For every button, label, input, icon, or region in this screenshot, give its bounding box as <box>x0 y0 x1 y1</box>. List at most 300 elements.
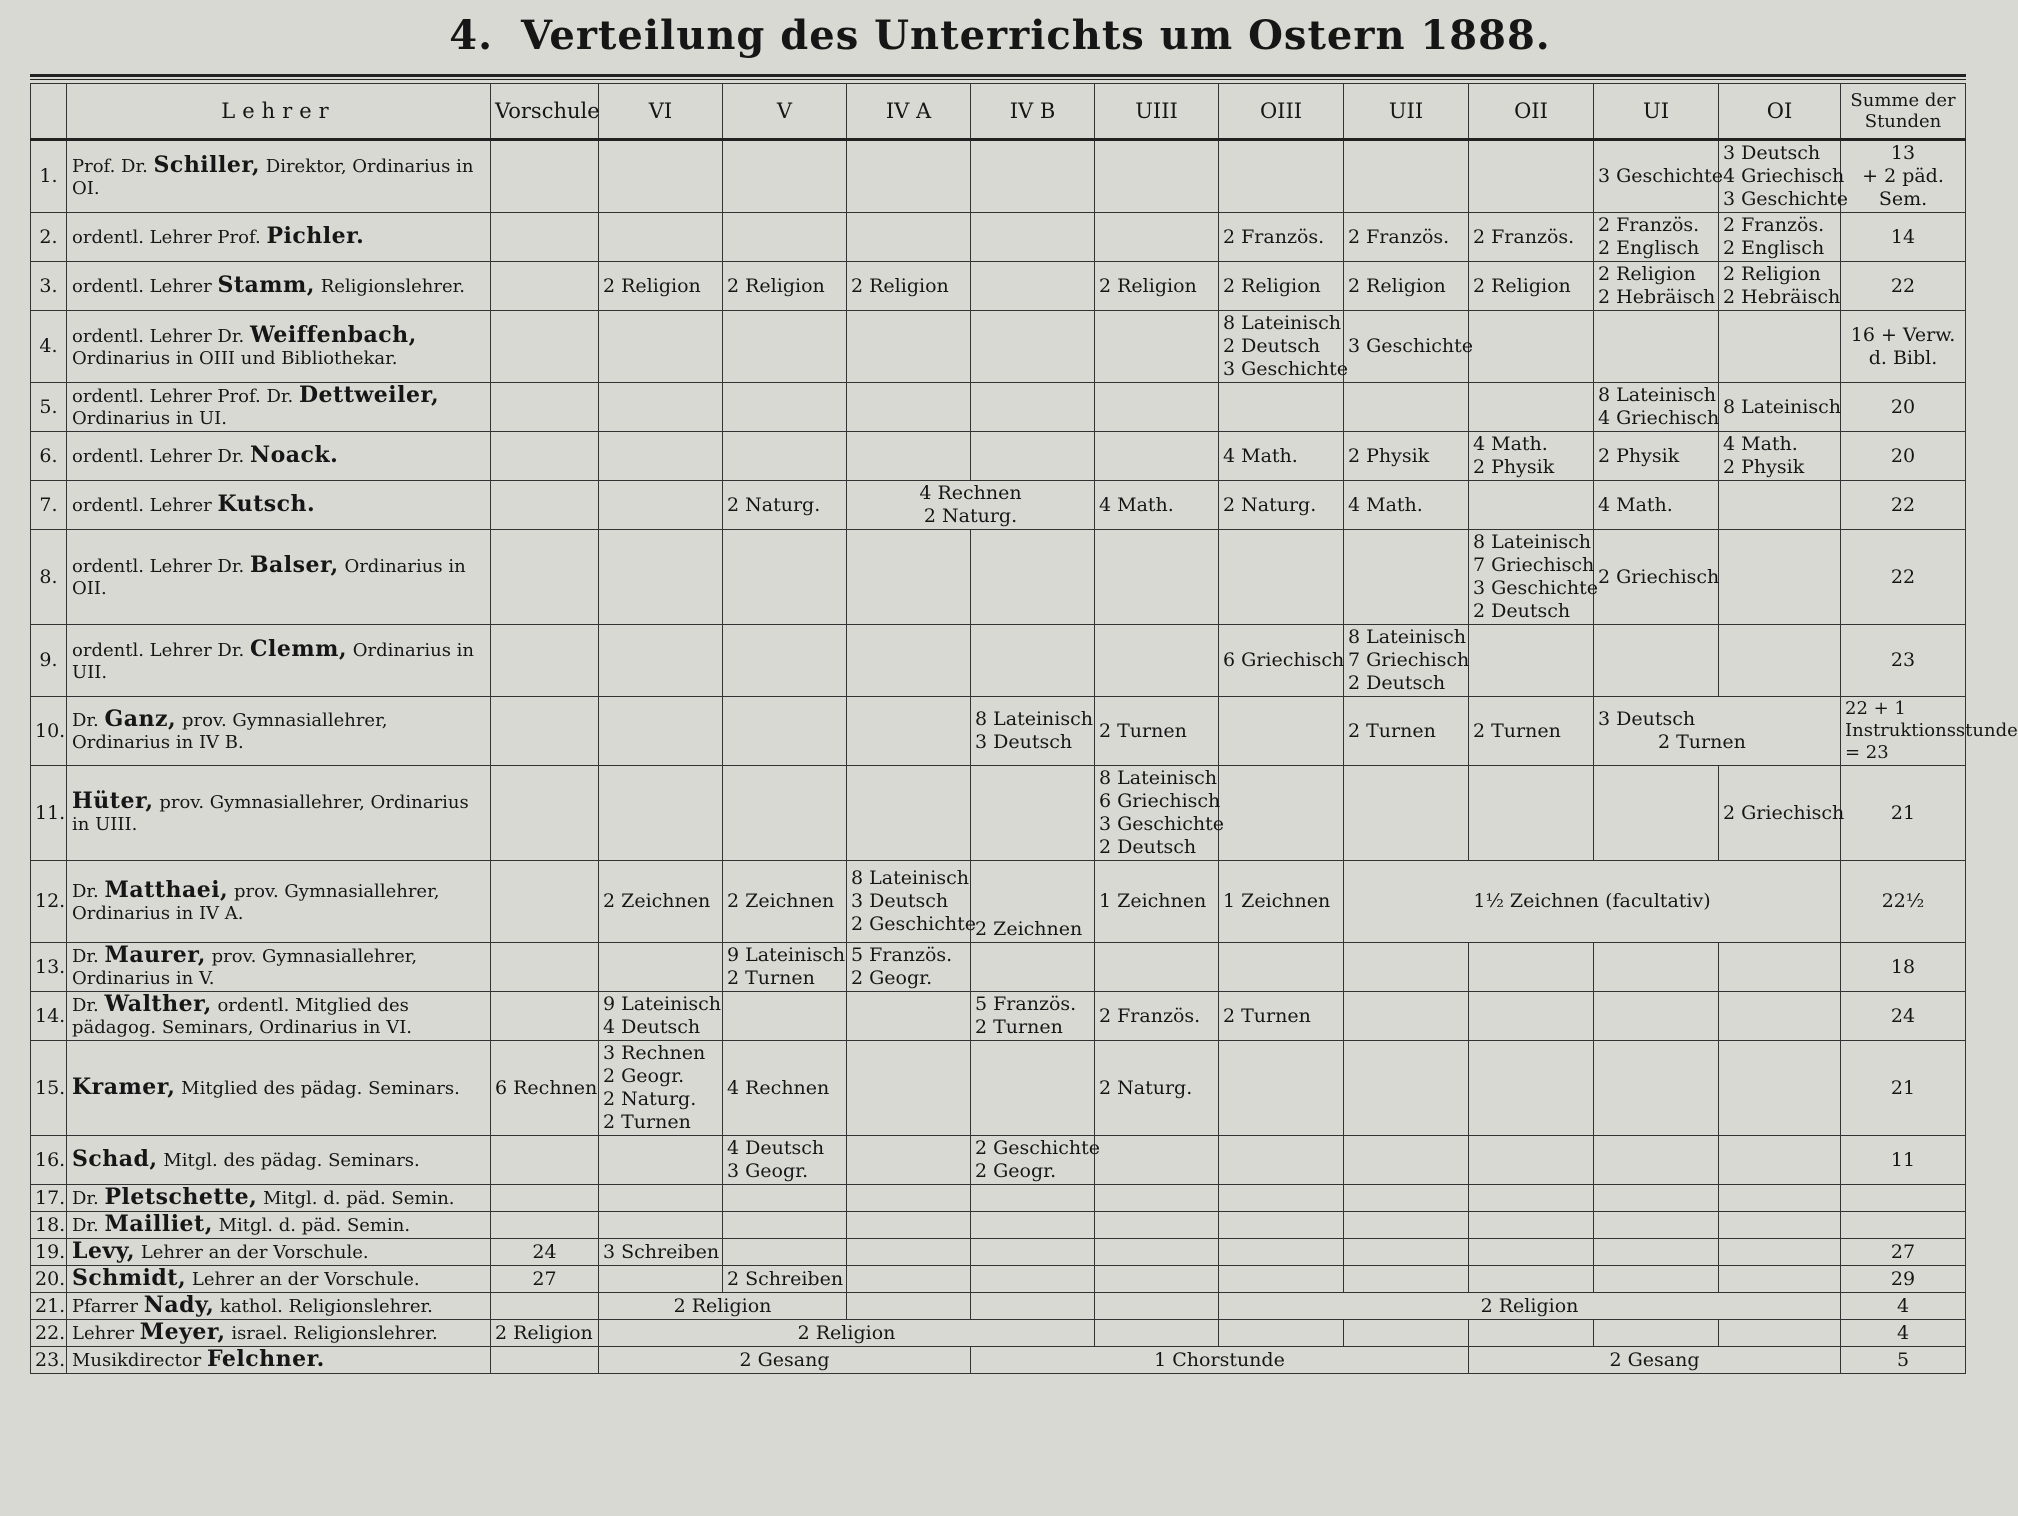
cell-oii <box>1469 432 1594 481</box>
teacher-role: prov. Gymnasiallehrer, Ordinarius in IV B. <box>72 710 388 753</box>
cell-oii <box>1469 530 1599 625</box>
cell-oii <box>1469 697 1594 766</box>
cell-ui <box>1594 1136 1719 1185</box>
row-number: 17. <box>31 1185 67 1212</box>
cell-line: 22 <box>1890 493 1916 516</box>
cell-oii <box>1469 1185 1594 1212</box>
row-number: 15. <box>31 1041 67 1136</box>
cell-ui <box>1594 766 1719 861</box>
cell-oii <box>1469 625 1594 697</box>
cell-uiii <box>1095 213 1219 262</box>
teacher-role: Mitgl. des pädag. Seminars. <box>163 1150 420 1171</box>
table-row <box>31 625 1966 697</box>
cell-line: 4 Griechisch <box>1598 407 1720 429</box>
cell-oii <box>1469 311 1594 383</box>
row-number: 18. <box>31 1212 67 1239</box>
teacher-cell <box>67 766 491 861</box>
cell-vi <box>599 1239 723 1266</box>
cell-line: 2 Religion <box>1099 274 1197 297</box>
cell-line: 5 <box>1896 1348 1910 1371</box>
teacher-role: kathol. Religionslehrer. <box>220 1296 433 1317</box>
cell-line: 2 Turnen <box>1658 731 1746 753</box>
teacher-prefix: Pfarrer <box>72 1296 138 1317</box>
cell-vorschule <box>491 1041 599 1136</box>
cell-ui <box>1594 140 1724 213</box>
cell-uii <box>1344 262 1469 311</box>
cell-ivb <box>971 943 1095 992</box>
sum-cell <box>1841 861 1966 943</box>
cell-line: 2 Religion <box>1473 274 1571 297</box>
cell-empty <box>1344 1320 1469 1347</box>
cell-ui <box>1594 1212 1719 1239</box>
teacher-name: Dettweiler, <box>298 382 440 408</box>
cell-oiii <box>1219 1136 1344 1185</box>
span-cell: 1 Chorstunde <box>971 1347 1469 1374</box>
cell-line: 2 Religion <box>1348 274 1446 297</box>
cell-vorschule <box>491 943 599 992</box>
row-number: 6. <box>31 432 67 481</box>
cell-line: 4 Griechisch <box>1723 165 1845 187</box>
table-row <box>31 1041 1966 1136</box>
teacher-cell <box>67 1041 491 1136</box>
teacher-name: Walther, <box>104 991 212 1017</box>
span-cell: 2 Gesang <box>1469 1347 1841 1374</box>
teacher-prefix: Dr. <box>72 995 99 1016</box>
cell-oii <box>1469 481 1594 530</box>
cell-oi <box>1719 1136 1841 1185</box>
sum-cell <box>1841 766 1966 861</box>
span-cell: 1½ Zeichnen (facultativ) <box>1344 861 1841 943</box>
teacher-role: prov. Gymnasiallehrer, Ordinarius in V. <box>72 946 418 989</box>
cell-uii <box>1344 1185 1469 1212</box>
teacher-name: Schad, <box>72 1146 158 1172</box>
cell-uii <box>1344 432 1469 481</box>
teacher-prefix: Lehrer <box>72 1323 135 1344</box>
teacher-cell <box>67 140 491 213</box>
cell-line: 4 Rechnen <box>919 482 1022 504</box>
teacher-name: Kramer, <box>72 1074 176 1100</box>
cell-line: 5 Französ. <box>851 944 953 966</box>
row-number: 2. <box>31 213 67 262</box>
cell-ui <box>1594 1185 1719 1212</box>
cell-oiii <box>1219 383 1344 432</box>
cell-oii <box>1469 1212 1594 1239</box>
sum-cell <box>1841 1136 1966 1185</box>
cell-line: 2 Religion <box>603 274 701 297</box>
header-v: V <box>723 84 847 140</box>
cell-line: 22 <box>1890 565 1916 588</box>
teacher-cell <box>67 943 491 992</box>
cell-v <box>723 481 847 530</box>
cell-line: 1 Zeichnen <box>1099 890 1207 912</box>
cell-line: 6 Rechnen <box>495 1076 598 1099</box>
sum-cell <box>1841 1239 1966 1266</box>
cell-oii <box>1469 766 1594 861</box>
cell-line: 4 Deutsch <box>727 1137 825 1159</box>
cell-vorschule <box>491 625 599 697</box>
sum-cell <box>1841 213 1966 262</box>
teacher-name: Levy, <box>72 1238 136 1264</box>
cell-uiii <box>1095 1239 1219 1266</box>
cell-line: 4 Math. <box>1099 493 1174 516</box>
row-number: 21. <box>31 1293 67 1320</box>
cell-line: 2 Religion <box>1598 263 1696 285</box>
cell-line: + 2 päd. <box>1862 165 1944 187</box>
cell-line: 2 Physik <box>1348 444 1430 467</box>
cell-line: 2 Zeichnen <box>603 890 711 912</box>
teacher-cell <box>67 1347 491 1374</box>
cell-line: 8 Lateinisch <box>975 708 1093 730</box>
cell-oiii <box>1219 530 1344 625</box>
cell-oiii <box>1219 697 1344 766</box>
cell-line: 2 Französ. <box>1598 214 1700 236</box>
cell-v <box>723 1041 847 1136</box>
cell-line: 27 <box>532 1267 557 1290</box>
cell-oi <box>1719 530 1841 625</box>
table-row <box>31 1212 1966 1239</box>
cell-ivb <box>971 1041 1095 1136</box>
cell-vorschule <box>491 262 599 311</box>
cell-oiii <box>1219 311 1349 383</box>
sum-cell <box>1841 311 1966 383</box>
cell-oii <box>1469 1239 1594 1266</box>
cell-line: 3 Deutsch <box>975 731 1073 753</box>
table-row <box>31 697 1966 766</box>
cell-uiii <box>1095 943 1219 992</box>
cell-uiii <box>1095 1136 1219 1185</box>
cell-line: 2 Naturg. <box>1099 1076 1193 1099</box>
cell-vorschule <box>491 481 599 530</box>
span-cell: 2 Religion <box>1219 1293 1841 1320</box>
cell-line: 16 + Verw. <box>1850 323 1956 346</box>
cell-line: 2 Turnen <box>975 1016 1063 1038</box>
teacher-name: Pichler. <box>266 223 365 249</box>
cell-line: 2 Religion <box>1223 274 1321 297</box>
teacher-role: Mitgl. d. päd. Semin. <box>218 1215 411 1236</box>
cell-line: d. Bibl. <box>1868 346 1938 369</box>
title-text: Verteilung des Unterrichts um Ostern 1888. <box>521 12 1551 59</box>
teacher-cell <box>67 530 491 625</box>
cell-v <box>723 262 847 311</box>
row-number: 11. <box>31 766 67 861</box>
table-row <box>31 530 1966 625</box>
cell-line: 2 Geschichte <box>975 1137 1101 1159</box>
cell-ui <box>1594 213 1719 262</box>
cell-line: 3 Deutsch <box>1598 708 1696 730</box>
cell-oii <box>1469 140 1594 213</box>
cell-line: 2 Deutsch <box>1473 600 1571 622</box>
cell-empty <box>847 1293 971 1320</box>
table-row <box>31 943 1966 992</box>
teacher-role: prov. Gymnasiallehrer, Ordinarius in UIII. <box>72 792 469 835</box>
cell-ui <box>1594 1266 1719 1293</box>
cell-line: 4 Math. <box>1723 433 1798 455</box>
cell-oiii <box>1219 140 1344 213</box>
cell-line: 3 Geschichte <box>1099 813 1225 835</box>
cell-uii <box>1344 766 1469 861</box>
cell-empty <box>1219 1320 1344 1347</box>
cell-ui <box>1594 530 1719 625</box>
cell-iva <box>847 1239 971 1266</box>
cell-iva <box>847 432 971 481</box>
teacher-cell <box>67 213 491 262</box>
teacher-prefix: ordentl. Lehrer Prof. Dr. <box>72 386 294 407</box>
cell-line: 8 Lateinisch <box>851 867 969 889</box>
cell-vorschule <box>491 1347 599 1374</box>
teacher-prefix: ordentl. Lehrer <box>72 495 212 516</box>
teacher-prefix: Dr. <box>72 710 99 731</box>
cell-ivb <box>971 311 1095 383</box>
cell-ui <box>1594 992 1719 1041</box>
teacher-cell <box>67 311 491 383</box>
cell-iva <box>847 1136 971 1185</box>
cell-line: 3 Deutsch <box>851 890 949 912</box>
cell-line: 2 Naturg. <box>727 493 821 516</box>
span-cell: 2 Religion <box>599 1320 1095 1347</box>
table-row <box>31 432 1966 481</box>
cell-line: 23 <box>1890 649 1916 671</box>
cell-iva <box>847 530 971 625</box>
cell-uiii <box>1095 1041 1219 1136</box>
sum-cell <box>1841 530 1966 625</box>
cell-oiii <box>1219 943 1344 992</box>
cell-line: 2 Turnen <box>603 1111 691 1133</box>
row-number: 16. <box>31 1136 67 1185</box>
row-number: 3. <box>31 262 67 311</box>
cell-line: 22 <box>1890 274 1916 297</box>
cell-line: 3 Geschichte <box>1473 577 1599 599</box>
table-row <box>31 383 1966 432</box>
header-ivb: IV B <box>971 84 1095 140</box>
sum-cell <box>1841 697 2018 766</box>
cell-line: 4 Math. <box>1598 493 1673 516</box>
cell-uii <box>1344 140 1469 213</box>
cell-line: 3 Rechnen <box>603 1042 706 1064</box>
sum-cell <box>1841 140 1966 213</box>
cell-oiii <box>1219 262 1344 311</box>
cell-ui <box>1594 311 1719 383</box>
cell-vorschule <box>491 697 599 766</box>
cell-line: 2 Physik <box>1598 444 1680 467</box>
cell-line: 2 Deutsch <box>1348 672 1446 694</box>
teacher-prefix: Musikdirector <box>72 1350 202 1371</box>
cell-v <box>723 432 847 481</box>
cell-vorschule <box>491 766 599 861</box>
cell-empty <box>1095 1293 1219 1320</box>
sum-cell <box>1841 943 1966 992</box>
teacher-name: Ganz, <box>104 706 177 732</box>
cell-v <box>723 530 847 625</box>
cell-vi <box>599 861 723 943</box>
cell-oi <box>1719 1212 1841 1239</box>
cell-line: 1 Zeichnen <box>1223 890 1331 912</box>
cell-line: 20 <box>1890 395 1916 418</box>
cell-uiii <box>1095 383 1219 432</box>
cell-ivb <box>971 432 1095 481</box>
cell-line: 14 <box>1890 225 1916 248</box>
cell-line: 18 <box>1890 955 1916 978</box>
cell-line: 4 Deutsch <box>603 1016 701 1038</box>
header-oiii: OIII <box>1219 84 1344 140</box>
teacher-name: Stamm, <box>217 272 315 298</box>
cell-line: 22½ <box>1881 890 1925 912</box>
row-number: 8. <box>31 530 67 625</box>
cell-v <box>723 943 847 992</box>
teacher-name: Hüter, <box>72 788 154 814</box>
cell-line: 21 <box>1890 801 1916 824</box>
cell-ivb <box>971 262 1095 311</box>
table-row <box>31 1293 1966 1320</box>
cell-oiii <box>1219 861 1344 943</box>
cell-uiii <box>1095 140 1219 213</box>
header-uiii: UIII <box>1095 84 1219 140</box>
cell-ivb <box>971 1212 1095 1239</box>
cell-line: 4 <box>1896 1294 1910 1317</box>
cell-line: 9 Lateinisch <box>727 944 845 966</box>
row-number: 23. <box>31 1347 67 1374</box>
cell-oi <box>1719 1185 1841 1212</box>
teacher-cell <box>67 1212 491 1239</box>
teacher-cell <box>67 383 491 432</box>
cell-line: 2 Religion <box>851 274 949 297</box>
cell-vorschule <box>491 1136 599 1185</box>
cell-line: 3 Geschichte <box>1223 358 1349 380</box>
sum-cell <box>1841 1347 1966 1374</box>
header-ui: UI <box>1594 84 1719 140</box>
span-cell <box>847 481 1095 530</box>
teacher-name: Felchner. <box>206 1346 325 1372</box>
cell-uii <box>1344 1136 1469 1185</box>
teacher-role: Ordinarius in UI. <box>72 408 227 429</box>
teacher-role: Ordinarius in OIII und Bibliothekar. <box>72 347 398 369</box>
cell-line: 3 Deutsch <box>1723 142 1821 164</box>
cell-line: 2 Französ. <box>1473 225 1575 248</box>
cell-empty <box>1594 1320 1719 1347</box>
table-row <box>31 262 1966 311</box>
cell-oiii <box>1219 1041 1344 1136</box>
cell-uii <box>1344 1041 1469 1136</box>
cell-line: 8 Lateinisch <box>1223 312 1341 334</box>
table-row <box>31 861 1966 943</box>
cell-line: 29 <box>1890 1267 1916 1290</box>
table-row <box>31 1136 1966 1185</box>
teacher-prefix: Dr. <box>72 1215 99 1236</box>
cell-v <box>723 1239 847 1266</box>
teacher-cell <box>67 1239 491 1266</box>
header-nr <box>31 84 67 140</box>
teacher-cell <box>67 992 491 1041</box>
cell-line: 4 Math. <box>1223 444 1298 467</box>
teacher-cell <box>67 481 491 530</box>
cell-oi <box>1719 992 1841 1041</box>
cell-line: 2 Religion <box>495 1321 593 1344</box>
teacher-cell <box>67 1266 491 1293</box>
cell-oiii <box>1219 1239 1344 1266</box>
teacher-prefix: ordentl. Lehrer Prof. <box>72 227 261 248</box>
teacher-prefix: ordentl. Lehrer Dr. <box>72 446 245 467</box>
cell-oiii <box>1219 432 1344 481</box>
teacher-role: Direktor, Ordinarius in OI. <box>72 155 474 199</box>
cell-uiii <box>1095 697 1219 766</box>
top-rule <box>30 74 1966 80</box>
cell-oii <box>1469 1041 1594 1136</box>
cell-oi <box>1719 766 1845 861</box>
cell-line: 4 Rechnen <box>727 1076 830 1099</box>
cell-v <box>723 992 847 1041</box>
table-row <box>31 481 1966 530</box>
table-row <box>31 992 1966 1041</box>
cell-oiii <box>1219 766 1344 861</box>
cell-line: 2 Turnen <box>1473 719 1561 742</box>
cell-vorschule <box>491 530 599 625</box>
cell-vi <box>599 1041 723 1136</box>
cell-ivb <box>971 213 1095 262</box>
cell-line: 2 Religion <box>727 274 825 297</box>
cell-line: 2 Turnen <box>1348 719 1436 742</box>
sum-cell <box>1841 383 1966 432</box>
cell-v <box>723 213 847 262</box>
cell-oi <box>1719 262 1841 311</box>
cell-iva <box>847 625 971 697</box>
teacher-role: ordentl. Mitglied des pädagog. Seminars, Ordinarius in VI. <box>72 995 413 1038</box>
cell-vorschule <box>491 432 599 481</box>
cell-line: 24 <box>1890 1004 1916 1027</box>
cell-ivb <box>971 766 1095 861</box>
cell-line: 3 Geschichte <box>1723 188 1849 210</box>
cell-ui <box>1594 262 1719 311</box>
cell-line: 2 Schreiben <box>727 1267 844 1290</box>
cell-line: 3 Geogr. <box>727 1160 809 1182</box>
cell-uiii <box>1095 1185 1219 1212</box>
cell-line: 6 Griechisch <box>1223 649 1345 671</box>
cell-line: 2 Deutsch <box>1223 335 1321 357</box>
cell-ivb <box>971 1266 1095 1293</box>
cell-ivb <box>971 861 1095 943</box>
cell-vi <box>599 432 723 481</box>
cell-line: 7 Griechisch <box>1348 649 1470 671</box>
teacher-role: Mitgl. d. päd. Semin. <box>263 1188 455 1209</box>
cell-ui <box>1594 625 1719 697</box>
cell-uii <box>1344 1266 1469 1293</box>
cell-uii <box>1344 1239 1469 1266</box>
teacher-prefix: Prof. Dr. <box>72 155 148 177</box>
teacher-cell <box>67 1185 491 1212</box>
sum-cell <box>1841 1266 1966 1293</box>
cell-oi <box>1719 432 1841 481</box>
teacher-name: Mailliet, <box>104 1211 213 1237</box>
table-row <box>31 1185 1966 1212</box>
teacher-cell <box>67 861 491 943</box>
cell-oi <box>1719 311 1841 383</box>
cell-uiii <box>1095 311 1219 383</box>
cell-line: 2 Französ. <box>1348 225 1450 248</box>
header-iva: IV A <box>847 84 971 140</box>
cell-line: 2 Physik <box>1473 456 1555 478</box>
cell-line: 21 <box>1890 1076 1916 1099</box>
cell-vorschule <box>491 992 599 1041</box>
cell-uii <box>1344 481 1469 530</box>
cell-vorschule <box>491 1239 599 1266</box>
row-number: 5. <box>31 383 67 432</box>
cell-uiii <box>1095 530 1219 625</box>
teacher-cell <box>67 697 491 766</box>
teacher-name: Nady, <box>143 1292 215 1318</box>
cell-oi <box>1719 943 1841 992</box>
sum-cell <box>1841 481 1966 530</box>
cell-vorschule <box>491 1212 599 1239</box>
cell-uii <box>1344 625 1469 697</box>
cell-oiii <box>1219 481 1344 530</box>
